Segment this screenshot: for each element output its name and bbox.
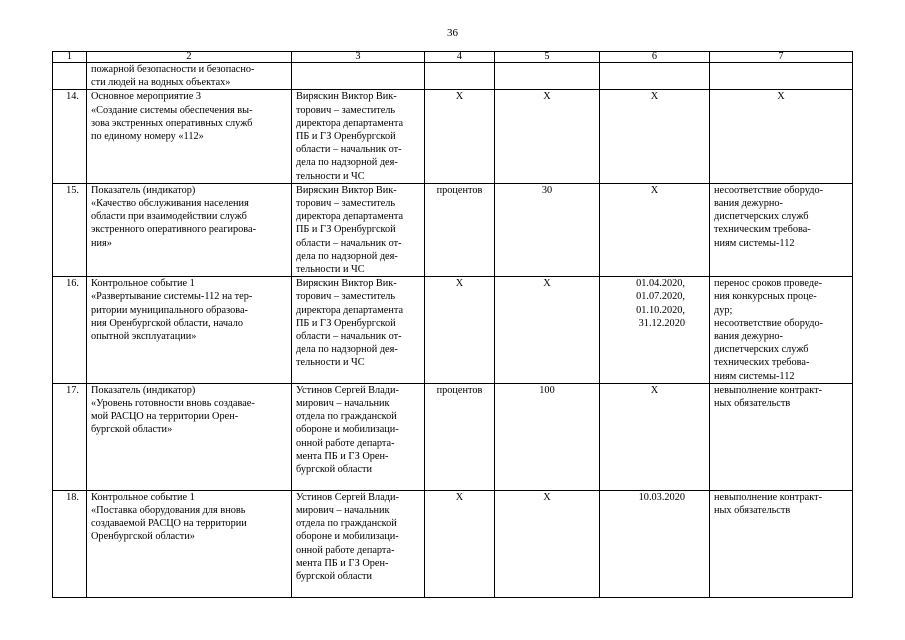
unit-cell: процентов: [425, 183, 495, 276]
date-cell: [600, 490, 710, 597]
risk-cell-line: вания дежурно-: [714, 331, 783, 343]
responsible-person: [292, 90, 425, 183]
column-header: 7: [710, 52, 853, 63]
table-row: [53, 490, 853, 597]
date-cell: [600, 183, 710, 276]
event-name-line: мой РАСЦО на территории Орен-: [91, 411, 239, 423]
value-cell: [495, 63, 600, 90]
risk-cell-line: дур;: [714, 304, 733, 316]
event-name: [87, 183, 292, 276]
table-row: [53, 383, 853, 490]
value-cell: Х: [495, 277, 600, 384]
responsible-person-line: директора департамента: [296, 211, 404, 223]
risk-cell-line: Х: [777, 91, 785, 103]
column-header-row: [53, 52, 853, 63]
event-name-line: Оренбургской области»: [91, 531, 195, 543]
responsible-person-line: обороне и мобилизаци-: [296, 531, 399, 543]
table-row: [53, 90, 853, 183]
responsible-person-line: тельности и ЧС: [296, 170, 365, 182]
responsible-person-line: онной работе департа-: [296, 437, 395, 449]
column-header: 4: [425, 52, 495, 63]
date-cell-line: 01.04.2020,: [636, 278, 685, 290]
column-header: 5: [495, 52, 600, 63]
risk-cell-line: ния конкурсных проце-: [714, 291, 817, 303]
event-name-line: по единому номеру «112»: [91, 131, 204, 143]
event-name: [87, 90, 292, 183]
responsible-person: [292, 183, 425, 276]
event-name-line: Основное мероприятие 3: [91, 91, 202, 103]
responsible-person-line: Устинов Сергей Влади-: [296, 491, 399, 503]
risk-cell-line: ниям системы-112: [714, 237, 795, 249]
value-cell: 30: [495, 183, 600, 276]
date-cell-line: Х: [650, 91, 659, 103]
event-name: [87, 490, 292, 597]
unit-cell: процентов: [425, 383, 495, 490]
event-name-line: «Качество обслуживания населения: [91, 198, 249, 210]
row-number: 18.: [53, 490, 87, 597]
event-name-line: Контрольное событие 1: [91, 491, 195, 503]
event-name-line: «Развертывание системы-112 на тер-: [91, 291, 253, 303]
event-name: [87, 277, 292, 384]
risk-cell-line: несоответствие оборудо-: [714, 184, 824, 196]
responsible-person-line: мирович – начальник: [296, 505, 390, 517]
risk-cell-line: диспетчерских служб: [714, 211, 809, 223]
risk-cell: [710, 383, 853, 490]
event-name-line: сти людей на водных объектах»: [91, 77, 231, 89]
responsible-person-line: торович – заместитель: [296, 104, 396, 116]
risk-cell: [710, 490, 853, 597]
table-row: [53, 63, 853, 90]
risk-cell: [710, 90, 853, 183]
unit-cell: Х: [425, 490, 495, 597]
risk-cell-line: ных обязательств: [714, 505, 791, 517]
event-name-line: «Поставка оборудования для вновь: [91, 505, 246, 517]
table-row: [53, 277, 853, 384]
risk-cell-line: техническим требова-: [714, 224, 811, 236]
responsible-person-line: области – начальник от-: [296, 144, 402, 156]
responsible-person-line: онной работе департа-: [296, 544, 395, 556]
column-header: 2: [87, 52, 292, 63]
event-name: [87, 63, 292, 90]
date-cell: [600, 63, 710, 90]
risk-cell-line: диспетчерских служб: [714, 344, 809, 356]
page-number: 36: [447, 27, 458, 39]
responsible-person: [292, 63, 425, 90]
date-cell-line: 31.12.2020: [638, 317, 685, 329]
event-name-line: ритории муниципального образова-: [91, 304, 248, 316]
table-body: [53, 52, 853, 598]
plan-table: [52, 51, 853, 598]
row-number: 17.: [53, 383, 87, 490]
responsible-person: [292, 383, 425, 490]
date-cell: [600, 90, 710, 183]
unit-cell: Х: [425, 90, 495, 183]
responsible-person: [292, 277, 425, 384]
risk-cell-line: технических требова-: [714, 357, 810, 369]
responsible-person-line: ПБ и ГЗ Оренбургской: [296, 317, 396, 329]
responsible-person-line: ПБ и ГЗ Оренбургской: [296, 224, 396, 236]
responsible-person-line: бургской области: [296, 571, 373, 583]
date-cell-line: 01.10.2020,: [636, 304, 685, 316]
responsible-person-line: области – начальник от-: [296, 237, 402, 249]
event-name-line: ния Оренбургской области, начало: [91, 317, 244, 329]
event-name-line: бургской области»: [91, 424, 173, 436]
risk-cell: [710, 63, 853, 90]
event-name: [87, 383, 292, 490]
responsible-person-line: директора департамента: [296, 304, 404, 316]
date-cell: [600, 383, 710, 490]
column-header: 1: [53, 52, 87, 63]
responsible-person-line: Устинов Сергей Влади-: [296, 384, 399, 396]
row-number: [53, 63, 87, 90]
event-name-line: ния»: [91, 237, 112, 249]
column-header: 3: [292, 52, 425, 63]
event-name-line: «Создание системы обеспечения вы-: [91, 104, 253, 116]
event-name-line: создаваемой РАСЦО на территории: [91, 518, 247, 530]
risk-cell: [710, 183, 853, 276]
risk-cell-line: перенос сроков проведе-: [714, 278, 823, 290]
event-name-line: пожарной безопасности и безопасно-: [91, 64, 255, 75]
responsible-person-line: Виряскин Виктор Вик-: [296, 184, 397, 196]
event-name-line: экстренного оперативного реагирова-: [91, 224, 257, 236]
event-name-line: области при взаимодействии служб: [91, 211, 247, 223]
unit-cell: [425, 63, 495, 90]
responsible-person-line: Виряскин Виктор Вик-: [296, 278, 397, 290]
date-cell-line: 10.03.2020: [638, 491, 685, 503]
responsible-person-line: бургской области: [296, 464, 373, 476]
value-cell: 100: [495, 383, 600, 490]
responsible-person-line: области – начальник от-: [296, 331, 402, 343]
responsible-person-line: дела по надзорной дея-: [296, 344, 398, 356]
responsible-person-line: ПБ и ГЗ Оренбургской: [296, 131, 396, 143]
event-name-line: Показатель (индикатор): [91, 384, 196, 396]
risk-cell-line: невыполнение контракт-: [714, 491, 823, 503]
responsible-person-line: торович – заместитель: [296, 198, 396, 210]
value-cell: Х: [495, 490, 600, 597]
value-cell: Х: [495, 90, 600, 183]
risk-cell-line: ных обязательств: [714, 398, 791, 410]
event-name-line: «Уровень готовности вновь создавае-: [91, 398, 255, 410]
responsible-person-line: мента ПБ и ГЗ Орен-: [296, 557, 389, 569]
responsible-person-line: тельности и ЧС: [296, 357, 365, 369]
responsible-person-line: отдела по гражданской: [296, 411, 397, 423]
row-number: 14.: [53, 90, 87, 183]
risk-cell-line: невыполнение контракт-: [714, 384, 823, 396]
date-cell-line: 01.07.2020,: [636, 291, 685, 303]
event-name-line: Показатель (индикатор): [91, 184, 196, 196]
row-number: 16.: [53, 277, 87, 384]
risk-cell: [710, 277, 853, 384]
responsible-person-line: дела по надзорной дея-: [296, 250, 398, 262]
risk-cell-line: вания дежурно-: [714, 198, 783, 210]
event-name-line: опытной эксплуатации»: [91, 331, 197, 343]
unit-cell: Х: [425, 277, 495, 384]
risk-cell-line: ниям системы-112: [714, 370, 795, 382]
responsible-person-line: торович – заместитель: [296, 291, 396, 303]
responsible-person: [292, 490, 425, 597]
table-row: [53, 183, 853, 276]
responsible-person-line: директора департамента: [296, 117, 404, 129]
event-name-line: Контрольное событие 1: [91, 278, 195, 290]
responsible-person-line: тельности и ЧС: [296, 264, 365, 276]
responsible-person-line: дела по надзорной дея-: [296, 157, 398, 169]
responsible-person-line: мирович – начальник: [296, 398, 390, 410]
date-cell-line: Х: [650, 384, 659, 396]
responsible-person-line: мента ПБ и ГЗ Орен-: [296, 450, 389, 462]
column-header: 6: [600, 52, 710, 63]
responsible-person-line: отдела по гражданской: [296, 518, 397, 530]
responsible-person-line: обороне и мобилизаци-: [296, 424, 399, 436]
event-name-line: зова экстренных оперативных служб: [91, 117, 253, 129]
row-number: 15.: [53, 183, 87, 276]
risk-cell-line: несоответствие оборудо-: [714, 317, 824, 329]
responsible-person-line: Виряскин Виктор Вик-: [296, 91, 397, 103]
date-cell-line: Х: [650, 184, 659, 196]
date-cell: [600, 277, 710, 384]
